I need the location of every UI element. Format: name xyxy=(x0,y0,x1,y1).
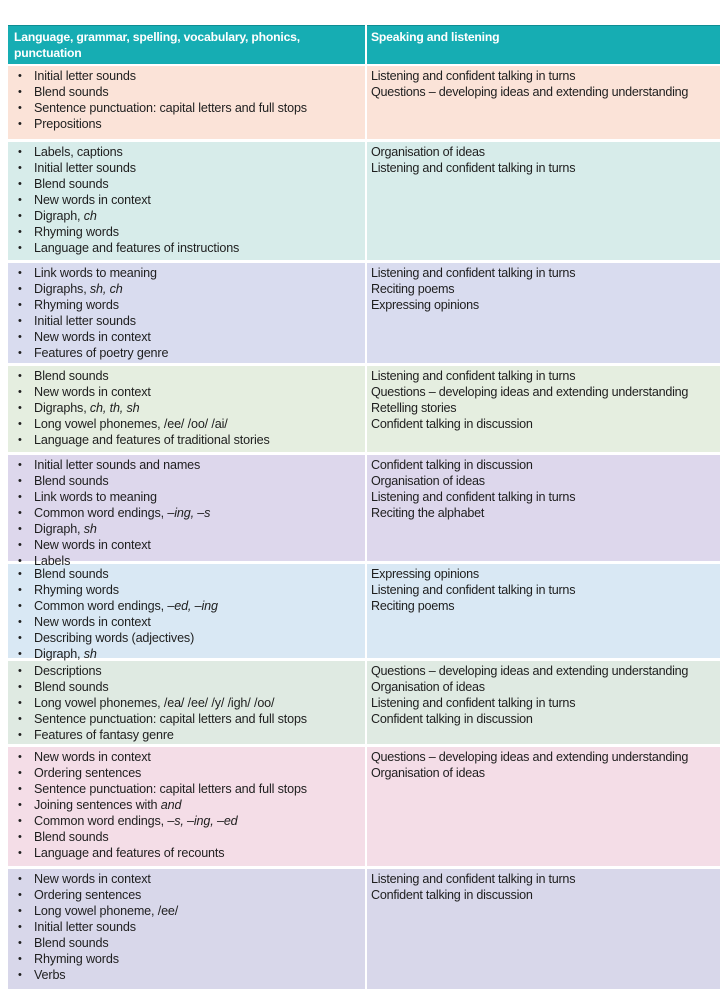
language-item: • New words in context xyxy=(14,384,359,400)
language-item: • Digraphs, sh, ch xyxy=(14,281,359,297)
header-speaking: Speaking and listening xyxy=(367,25,720,64)
speaking-item: Questions – developing ideas and extending understanding xyxy=(371,750,689,764)
speaking-item: Confident talking in discussion xyxy=(371,417,533,431)
language-item: • Rhyming words xyxy=(14,951,359,967)
language-item: • Rhyming words xyxy=(14,224,359,240)
language-item: • Verbs xyxy=(14,967,359,983)
language-list xyxy=(14,663,359,743)
speaking-item: Expressing opinions xyxy=(371,298,479,312)
language-item: • Digraph, ch xyxy=(14,208,359,224)
language-item: • Blend sounds xyxy=(14,935,359,951)
language-item: • Ordering sentences xyxy=(14,765,359,781)
language-item: • Features of poetry genre xyxy=(14,345,359,361)
header-language: Language, grammar, spelling, vocabulary, phonics, punctuation xyxy=(8,25,365,64)
speaking-item: Confident talking in discussion xyxy=(371,888,533,902)
language-item: • Describing words (adjectives) xyxy=(14,630,359,646)
language-item: • Blend sounds xyxy=(14,84,359,100)
language-item: • Labels xyxy=(14,553,359,569)
table-row xyxy=(8,869,720,989)
language-item: • Initial letter sounds xyxy=(14,68,359,84)
language-cell xyxy=(8,564,365,661)
speaking-item: Reciting poems xyxy=(371,282,455,296)
table-row xyxy=(8,142,720,260)
speaking-item: Organisation of ideas xyxy=(371,680,485,694)
language-item: • Digraph, sh xyxy=(14,521,359,537)
language-item: • Common word endings, –ed, –ing xyxy=(14,598,359,614)
speaking-cell xyxy=(367,263,720,363)
speaking-item: Questions – developing ideas and extending understanding xyxy=(371,664,689,678)
speaking-item: Reciting poems xyxy=(371,599,455,613)
language-item: • Initial letter sounds xyxy=(14,160,359,176)
speaking-cell xyxy=(367,747,720,866)
language-item: • Digraph, sh xyxy=(14,646,359,662)
speaking-cell xyxy=(367,869,720,989)
language-item: • Initial letter sounds xyxy=(14,919,359,935)
language-item: • Descriptions xyxy=(14,663,359,679)
speaking-cell xyxy=(367,564,720,658)
language-item: • Sentence punctuation: capital letters and full stops xyxy=(14,781,359,797)
language-item: • Long vowel phonemes, /ee/ /oo/ /ai/ xyxy=(14,416,359,432)
speaking-cell xyxy=(367,66,720,139)
language-item: • Language and features of recounts xyxy=(14,845,359,861)
language-cell xyxy=(8,455,365,568)
language-item: • Prepositions xyxy=(14,116,359,132)
language-list xyxy=(14,68,359,132)
speaking-item: Listening and confident talking in turns xyxy=(371,872,576,886)
language-item: • New words in context xyxy=(14,614,359,630)
language-list xyxy=(14,265,359,361)
language-item: • Labels, captions xyxy=(14,144,359,160)
language-list xyxy=(14,368,359,448)
language-item: • Blend sounds xyxy=(14,829,359,845)
language-item: • New words in context xyxy=(14,749,359,765)
speaking-cell xyxy=(367,366,720,452)
language-item: • Long vowel phoneme, /ee/ xyxy=(14,903,359,919)
speaking-item: Questions – developing ideas and extending understanding xyxy=(371,385,689,399)
table-row xyxy=(8,564,720,661)
speaking-item: Retelling stories xyxy=(371,401,457,415)
language-cell xyxy=(8,747,365,866)
language-cell xyxy=(8,66,365,139)
language-item: • New words in context xyxy=(14,192,359,208)
speaking-item: Expressing opinions xyxy=(371,567,479,581)
language-item: • Rhyming words xyxy=(14,297,359,313)
language-item: • Sentence punctuation: capital letters and full stops xyxy=(14,100,359,116)
speaking-item: Listening and confident talking in turns xyxy=(371,696,576,710)
table-row xyxy=(8,66,720,139)
language-cell xyxy=(8,366,365,452)
table-row xyxy=(8,263,720,363)
language-item: • Joining sentences with and xyxy=(14,797,359,813)
language-item: • Initial letter sounds xyxy=(14,313,359,329)
speaking-item: Listening and confident talking in turns xyxy=(371,266,576,280)
speaking-item: Listening and confident talking in turns xyxy=(371,490,576,504)
language-cell xyxy=(8,869,365,989)
speaking-cell xyxy=(367,455,720,561)
speaking-item: Confident talking in discussion xyxy=(371,458,533,472)
language-list xyxy=(14,749,359,861)
table-row xyxy=(8,366,720,452)
language-item: • Sentence punctuation: capital letters and full stops xyxy=(14,711,359,727)
language-list xyxy=(14,871,359,983)
table-body xyxy=(8,66,720,989)
language-item: • Language and features of instructions xyxy=(14,240,359,256)
language-cell xyxy=(8,661,365,744)
language-item: • Blend sounds xyxy=(14,368,359,384)
table-row xyxy=(8,747,720,866)
speaking-item: Listening and confident talking in turns xyxy=(371,369,576,383)
language-item: • Rhyming words xyxy=(14,582,359,598)
language-cell xyxy=(8,263,365,363)
speaking-item: Confident talking in discussion xyxy=(371,712,533,726)
language-item: • Initial letter sounds and names xyxy=(14,457,359,473)
language-item: • Long vowel phonemes, /ea/ /ee/ /y/ /igh/ /oo/ xyxy=(14,695,359,711)
speaking-item: Organisation of ideas xyxy=(371,766,485,780)
speaking-item: Organisation of ideas xyxy=(371,145,485,159)
speaking-item: Organisation of ideas xyxy=(371,474,485,488)
language-item: • New words in context xyxy=(14,329,359,345)
table-header xyxy=(8,25,720,64)
language-item: • Language and features of traditional stories xyxy=(14,432,359,448)
language-item: • New words in context xyxy=(14,871,359,887)
language-item: • Link words to meaning xyxy=(14,489,359,505)
speaking-item: Listening and confident talking in turns xyxy=(371,583,576,597)
table-row xyxy=(8,661,720,744)
speaking-cell xyxy=(367,661,720,744)
language-item: • Blend sounds xyxy=(14,473,359,489)
speaking-item: Questions – developing ideas and extending understanding xyxy=(371,85,689,99)
language-item: • Ordering sentences xyxy=(14,887,359,903)
curriculum-table xyxy=(8,25,720,992)
language-item: • New words in context xyxy=(14,537,359,553)
speaking-item: Reciting the alphabet xyxy=(371,506,485,520)
language-item: • Common word endings, –s, –ing, –ed xyxy=(14,813,359,829)
table-row xyxy=(8,455,720,568)
speaking-cell xyxy=(367,142,720,260)
language-cell xyxy=(8,142,365,260)
speaking-item: Listening and confident talking in turns xyxy=(371,161,576,175)
language-list xyxy=(14,566,359,662)
speaking-item: Listening and confident talking in turns xyxy=(371,69,576,83)
language-item: • Common word endings, –ing, –s xyxy=(14,505,359,521)
language-item: • Blend sounds xyxy=(14,176,359,192)
language-item: • Features of fantasy genre xyxy=(14,727,359,743)
language-item: • Blend sounds xyxy=(14,566,359,582)
language-list xyxy=(14,457,359,569)
language-item: • Link words to meaning xyxy=(14,265,359,281)
language-item: • Blend sounds xyxy=(14,679,359,695)
language-list xyxy=(14,144,359,256)
language-item: • Digraphs, ch, th, sh xyxy=(14,400,359,416)
